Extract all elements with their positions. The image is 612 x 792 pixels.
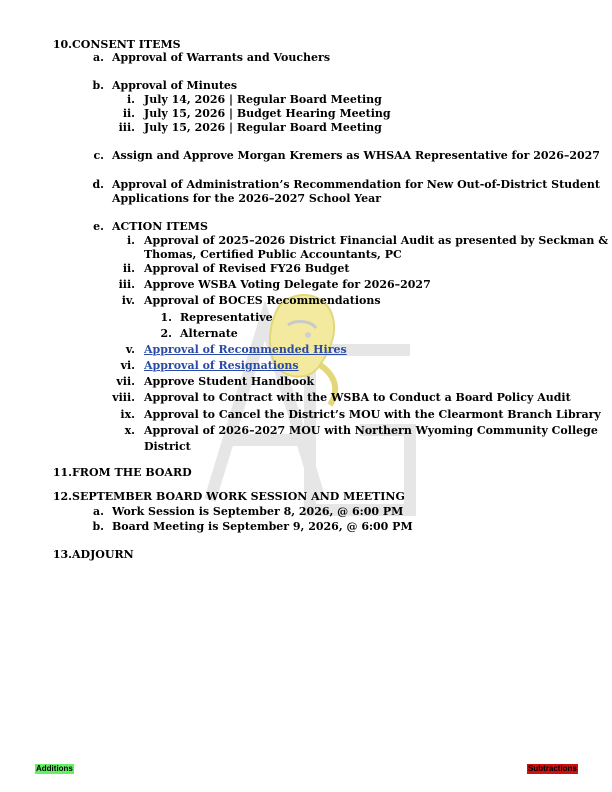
action-items-heading: ACTION ITEMS [112, 220, 208, 233]
consent-c-text: Assign and Approve Morgan Kremers as WHSAA Representative for 2026–2027 [112, 149, 600, 162]
consent-c-letter: c. [93, 149, 104, 162]
consent-d-letter: d. [92, 178, 104, 191]
additions-legend-badge: Additions [36, 764, 73, 773]
action-item-number: iv. [121, 294, 135, 307]
consent-a-text: Approval of Warrants and Vouchers [112, 51, 331, 64]
subtractions-legend-badge: Subtractions [528, 764, 577, 773]
section-11-number: 11. [52, 466, 72, 479]
consent-d-text-line1: Approval of Administration’s Recommendation for New Out-of-District Student [112, 178, 600, 191]
resignations-link[interactable]: Approval of Resignations [144, 359, 299, 372]
action-item-number: vi. [120, 359, 135, 372]
section-11-title: FROM THE BOARD [72, 466, 192, 479]
action-item-text-continued: District [144, 440, 191, 453]
action-item-number: v. [125, 343, 135, 356]
consent-b-text: Approval of Minutes [112, 79, 238, 92]
consent-b-letter: b. [92, 79, 104, 92]
minutes-item-text: July 14, 2026 | Regular Board Meeting [144, 93, 382, 106]
action-item-number: viii. [112, 391, 135, 404]
action-item-number: x. [124, 424, 135, 437]
action-item-number: ii. [122, 262, 135, 275]
minutes-item-number: i. [126, 93, 135, 106]
boces-item-number: 1. [160, 311, 172, 324]
action-item-text: Approval of 2026–2027 MOU with Northern Wyoming Community College [144, 424, 598, 437]
action-item-text-continued: Thomas, Certified Public Accountants, PC [144, 248, 402, 261]
minutes-item-text: July 15, 2026 | Budget Hearing Meeting [144, 107, 391, 120]
boces-item-text: Alternate [180, 327, 238, 340]
action-item-text: Approval of BOCES Recommendations [144, 294, 381, 307]
section-13-title: ADJOURN [72, 548, 134, 561]
action-item-number: ix. [120, 408, 135, 421]
consent-d-text-line2: Applications for the 2026–2027 School Year [112, 192, 382, 205]
board-meeting-text: Board Meeting is September 9, 2026, @ 6:00 PM [112, 520, 413, 533]
section-12-title: SEPTEMBER BOARD WORK SESSION AND MEETING [72, 490, 405, 503]
september-b-letter: b. [92, 520, 104, 533]
minutes-item-text: July 15, 2026 | Regular Board Meeting [144, 121, 382, 134]
section-10-title: CONSENT ITEMS [72, 38, 181, 51]
section-10-number: 10. [52, 38, 72, 51]
action-item-number: vii. [116, 375, 135, 388]
work-session-text: Work Session is September 8, 2026, @ 6:00 PM [112, 505, 404, 518]
consent-e-letter: e. [93, 220, 104, 233]
section-12-number: 12. [52, 490, 72, 503]
consent-a-letter: a. [93, 51, 104, 64]
boces-item-text: Representative [180, 311, 273, 324]
recommended-hires-link[interactable]: Approval of Recommended Hires [144, 343, 347, 356]
september-a-letter: a. [93, 505, 104, 518]
action-item-number: i. [126, 234, 135, 247]
action-item-text: Approve WSBA Voting Delegate for 2026–2027 [144, 278, 431, 291]
minutes-item-number: ii. [122, 107, 135, 120]
action-item-number: iii. [118, 278, 135, 291]
action-item-text: Approval to Cancel the District’s MOU with the Clearmont Branch Library [144, 408, 601, 421]
action-item-text: Approve Student Handbook [144, 375, 315, 388]
section-13-number: 13. [52, 548, 72, 561]
boces-item-number: 2. [160, 327, 172, 340]
action-item-text: Approval of Revised FY26 Budget [144, 262, 350, 275]
action-item-text: Approval to Contract with the WSBA to Conduct a Board Policy Audit [144, 391, 571, 404]
action-item-text: Approval of 2025–2026 District Financial Audit as presented by Seckman & [144, 234, 609, 247]
minutes-item-number: iii. [118, 121, 135, 134]
